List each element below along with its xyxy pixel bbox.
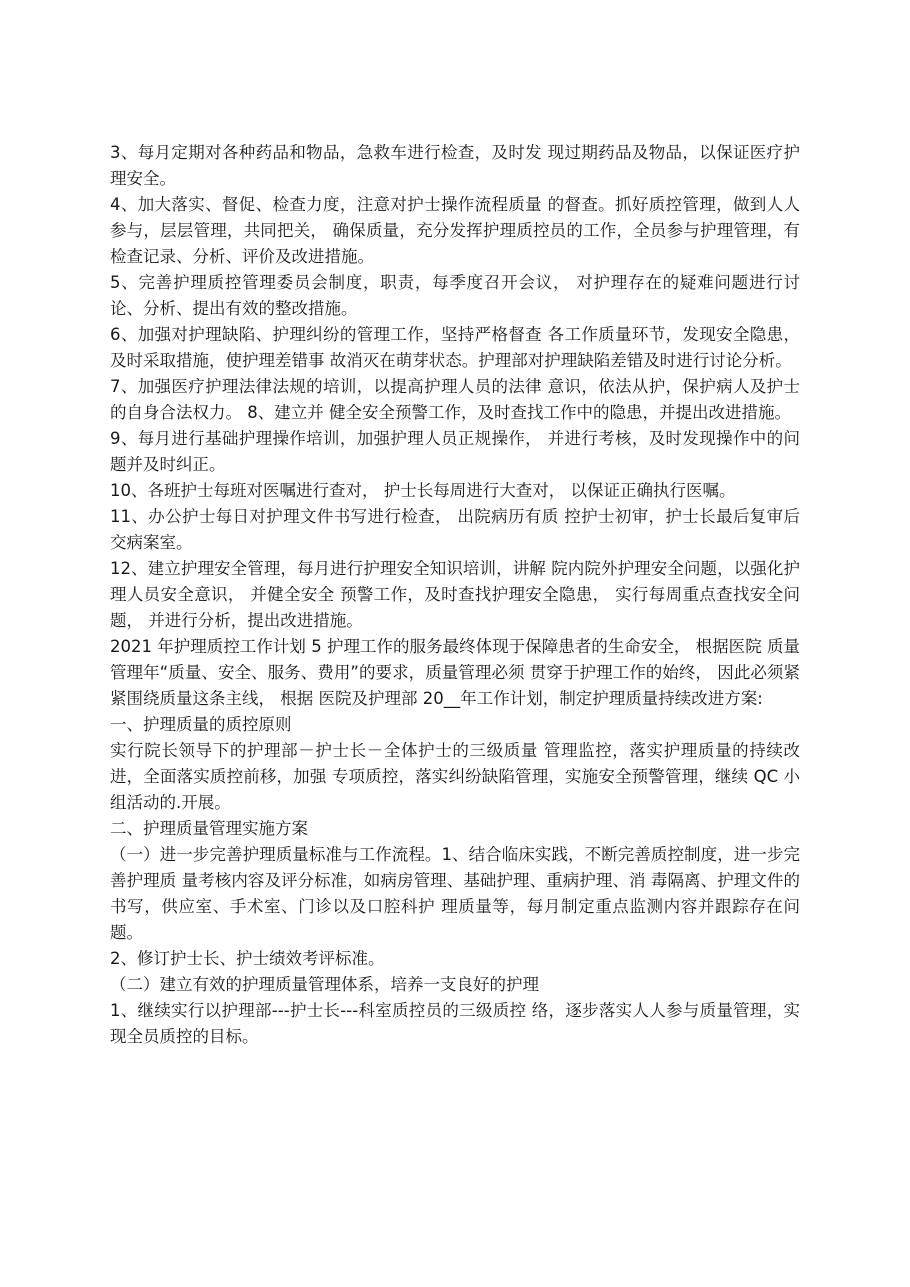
paragraph-item-7-8: 7、加强医疗护理法律法规的培训，以提高护理人员的法律 意识，依法从护，保护病人及护士的自身合法权力。 8、建立并 健全安全预警工作，及时查找工作中的隐患，并提出改进措施。 (110, 377, 800, 422)
paragraph-item-11: 11、办公护士每日对护理文件书写进行检查， 出院病历有质 控护士初审，护士长最后复审后交病案室。 (110, 507, 800, 552)
paragraph-three-level-control: 1、继续实行以护理部---护士长---科室质控员的三级质控 络，逐步落实人人参与质量管理，实现全员质控的目标。 (110, 1001, 800, 1046)
section-heading-principles: 一、护理质量的质控原则 (110, 715, 292, 734)
paragraph-item-10: 10、各班护士每班对医嘱进行查对， 护士长每周进行大查对， 以保证正确执行医嘱。 (110, 481, 736, 500)
paragraph-plan-intro: 2021 年护理质控工作计划 5 护理工作的服务最终体现于保障患者的生命安全， 根据医院 质量管理年“质量、安全、服务、费用”的要求，质量管理必须 贯穿于护理工作的始终， 因此必须紧紧围绕质量这条主线， 根据 医院及护理部 20__年工作计划，制定护理质量持续改进方案: (110, 637, 800, 708)
paragraph-subsection-1: （一）进一步完善护理质量标准与工作流程。1、结合临床实践，不断完善质控制度，进一步完善护理质 量考核内容及评分标准，如病房管理、基础护理、重病护理、消 毒隔离、护理文件的书写，供应室、手术室、门诊以及口腔科护 理质量等，每月制定重点监测内容并跟踪存在问题。 (110, 845, 800, 942)
paragraph-item-6: 6、加强对护理缺陷、护理纠纷的管理工作，坚持严格督查 各工作质量环节，发现安全隐患，及时采取措施，使护理差错事 故消灭在萌芽状态。护理部对护理缺陷差错及时进行讨论分析。 (110, 325, 800, 370)
paragraph-item-4: 4、加大落实、督促、检查力度，注意对护士操作流程质量 的督查。抓好质控管理，做到人人参与，层层管理，共同把关， 确保质量，充分发挥护理质控员的工作，全员参与护理管理，有 检查记录、分析、评价及改进措施。 (110, 195, 800, 266)
paragraph-revise-standards: 2、修订护士长、护士绩效考评标准。 (110, 949, 385, 968)
document-body (110, 140, 800, 1050)
paragraph-subsection-2-heading: （二）建立有效的护理质量管理体系，培养一支良好的护理 (110, 975, 539, 994)
paragraph-item-3: 3、每月定期对各种药品和物品，急救车进行检查，及时发 现过期药品及物品，以保证医疗护理安全。 (110, 143, 800, 188)
paragraph-item-12: 12、建立护理安全管理，每月进行护理安全知识培训，讲解 院内院外护理安全问题，以强化护理人员安全意识， 并健全安全 预警工作，及时查找护理安全隐患， 实行每周重点查找安全问题， 并进行分析，提出改进措施。 (110, 559, 800, 630)
section-heading-implementation: 二、护理质量管理实施方案 (110, 819, 308, 838)
paragraph-item-9: 9、每月进行基础护理操作培训，加强护理人员正规操作， 并进行考核，及时发现操作中的问题并及时纠正。 (110, 429, 800, 474)
paragraph-principles: 实行院长领导下的护理部－护士长－全体护士的三级质量 管理监控，落实护理质量的持续改进，全面落实质控前移，加强 专项质控，落实纠纷缺陷管理，实施安全预警管理，继续 QC 小 组活动的.开展。 (110, 741, 800, 812)
paragraph-item-5: 5、完善护理质控管理委员会制度，职责，每季度召开会议， 对护理存在的疑难问题进行讨论、分析、提出有效的整改措施。 (110, 273, 800, 318)
